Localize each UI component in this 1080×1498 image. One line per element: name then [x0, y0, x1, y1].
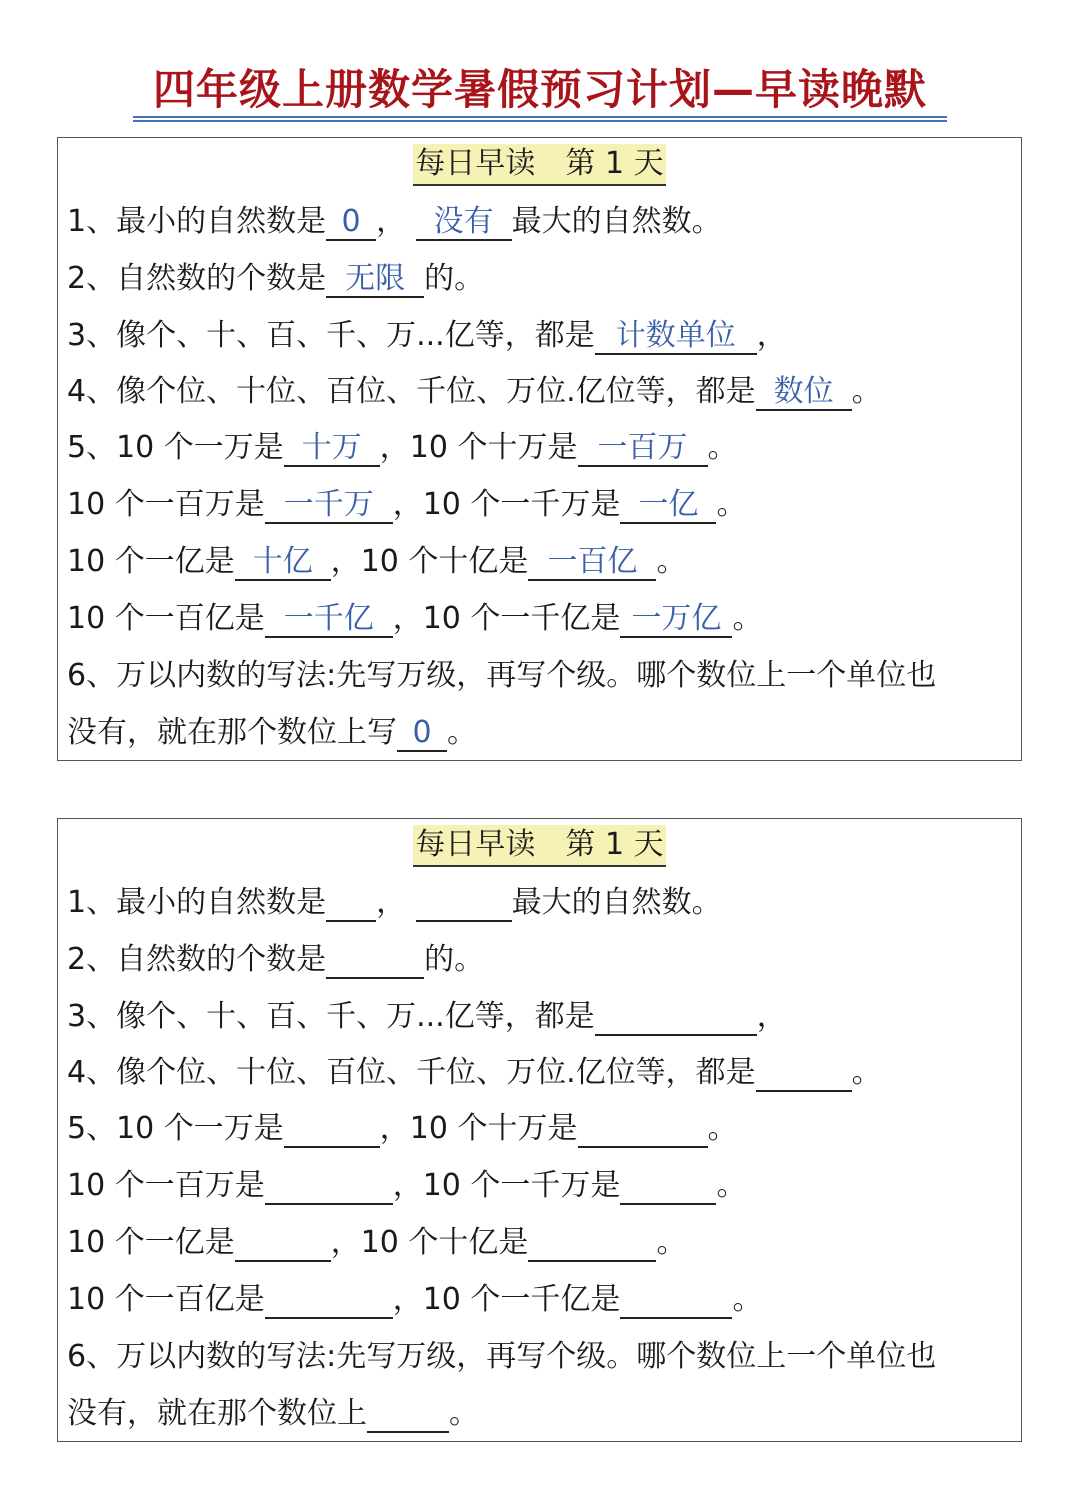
- answer-blank: 数位: [756, 375, 852, 411]
- title-underline: [133, 120, 947, 122]
- fill-blank[interactable]: [416, 886, 512, 922]
- fill-blank[interactable]: [595, 1000, 757, 1036]
- question-5c: 10 个一亿是 ，10 个十亿是 。: [67, 1225, 687, 1260]
- question-4: 4、像个位、十位、百位、千位、万位.亿位等，都是 数位 。: [67, 374, 882, 409]
- question-6-line1: 6、万以内数的写法:先写万级，再写个级。哪个数位上一个单位也: [67, 658, 937, 693]
- answer-card: [57, 137, 1022, 761]
- question-4: 4、像个位、十位、百位、千位、万位.亿位等，都是 。: [67, 1055, 882, 1090]
- answer-blank: 0: [397, 716, 447, 752]
- question-6-line1: 6、万以内数的写法:先写万级，再写个级。哪个数位上一个单位也: [67, 1339, 937, 1374]
- answer-blank: 十万: [284, 431, 380, 467]
- question-5b: 10 个一百万是 ，10 个一千万是 。: [67, 1168, 747, 1203]
- answer-blank: 无限: [326, 262, 424, 298]
- question-5d: 10 个一百亿是 ，10 个一千亿是 。: [67, 1282, 763, 1317]
- answer-blank: 一千万: [265, 488, 393, 524]
- question-5a: 5、10 个一万是 十万 ，10 个十万是 一百万 。: [67, 430, 738, 465]
- header-label: 每日早读: [415, 146, 536, 181]
- fill-blank[interactable]: [578, 1112, 708, 1148]
- card-header: [58, 825, 1021, 869]
- answer-blank: 计数单位: [595, 319, 757, 355]
- fill-blank[interactable]: [367, 1397, 449, 1433]
- fill-blank[interactable]: [284, 1112, 380, 1148]
- fill-blank[interactable]: [756, 1056, 852, 1092]
- fill-blank[interactable]: [326, 886, 376, 922]
- question-2: 2、自然数的个数是 的。: [67, 942, 485, 977]
- answer-blank: 一百亿: [528, 545, 656, 581]
- fill-blank[interactable]: [235, 1226, 331, 1262]
- answer-blank: 没有: [416, 205, 512, 241]
- header-day: 第 1 天: [565, 146, 664, 181]
- question-6-line2: 没有，就在那个数位上写 0 。: [67, 715, 477, 750]
- answer-blank: 一万亿: [620, 602, 732, 638]
- practice-card: [57, 818, 1022, 1442]
- fill-blank[interactable]: [528, 1226, 656, 1262]
- card-header: [58, 144, 1021, 188]
- fill-blank[interactable]: [265, 1283, 393, 1319]
- question-3: 3、像个、十、百、千、万...亿等，都是 ，: [67, 999, 787, 1034]
- answer-blank: 一亿: [620, 488, 716, 524]
- fill-blank[interactable]: [620, 1283, 732, 1319]
- question-3: 3、像个、十、百、千、万...亿等，都是 计数单位 ，: [67, 318, 787, 353]
- title-underline: [133, 116, 947, 118]
- question-6-line2: 没有，就在那个数位上 。: [67, 1396, 479, 1431]
- fill-blank[interactable]: [326, 943, 424, 979]
- question-1: 1、最小的自然数是 0 ， 没有 最大的自然数。: [67, 204, 722, 239]
- question-5a: 5、10 个一万是 ，10 个十万是 。: [67, 1111, 738, 1146]
- answer-blank: 十亿: [235, 545, 331, 581]
- question-5b: 10 个一百万是 一千万 ，10 个一千万是 一亿 。: [67, 487, 747, 522]
- question-1: 1、最小的自然数是 ， 最大的自然数。: [67, 885, 722, 920]
- page-title: 四年级上册数学暑假预习计划—早读晚默: [152, 65, 927, 114]
- question-5d: 10 个一百亿是 一千亿 ，10 个一千亿是 一万亿 。: [67, 601, 763, 636]
- fill-blank[interactable]: [620, 1169, 716, 1205]
- answer-blank: 一千亿: [265, 602, 393, 638]
- answer-blank: 0: [326, 205, 376, 241]
- answer-blank: 一百万: [578, 431, 708, 467]
- header-label: 每日早读: [415, 827, 536, 862]
- fill-blank[interactable]: [265, 1169, 393, 1205]
- question-2: 2、自然数的个数是 无限 的。: [67, 261, 485, 296]
- question-5c: 10 个一亿是 十亿 ，10 个十亿是 一百亿 。: [67, 544, 687, 579]
- header-day: 第 1 天: [565, 827, 664, 862]
